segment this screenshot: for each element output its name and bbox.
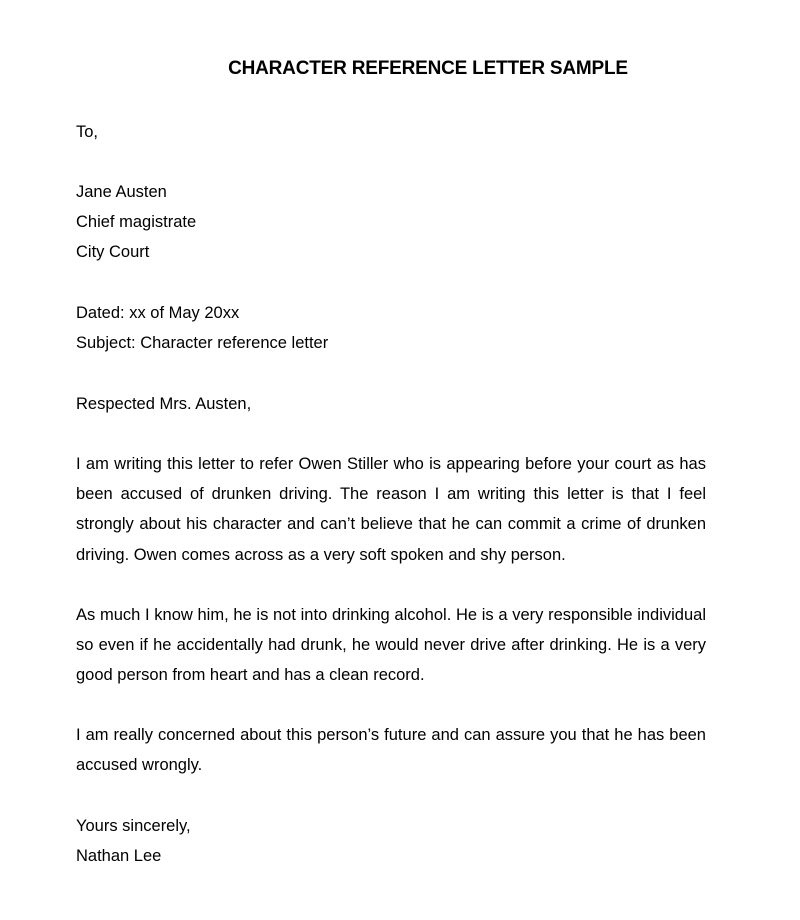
letter-title: CHARACTER REFERENCE LETTER SAMPLE — [228, 58, 628, 79]
date-line: Dated: xx of May 20xx — [76, 304, 240, 322]
subject-line: Subject: Character reference letter — [76, 334, 329, 353]
recipient-name: Jane Austen — [76, 183, 167, 201]
greeting — [76, 389, 706, 419]
body-paragraph-1: I am writing this letter to refer Owen Stiller who is appearing before your court as has been accused of drunken driving. The reason I am writing this letter is that I feel strongly about his character and can’t believe that he can commit a crime of drunken driving. Owen comes across as a very soft spoken and shy person. — [76, 455, 706, 564]
recipient-position: Chief magistrate — [76, 213, 197, 232]
letter-meta — [76, 298, 706, 358]
body-paragraph-2: As much I know him, he is not into drinking alcohol. He is a very responsible individual so even if he accidentally had drunk, he would never drive after drinking. He is a very good person from heart and has a clean record. — [76, 606, 706, 685]
body-paragraph-3: I am really concerned about this person’s future and can assure you that he has been accused wrongly. — [76, 726, 706, 775]
greeting-line: Respected Mrs. Austen, — [76, 395, 252, 413]
recipient-organization: City Court — [76, 243, 150, 262]
recipient-address — [76, 177, 706, 268]
closing-line: Yours sincerely, — [76, 817, 191, 835]
salutation-to — [76, 117, 706, 147]
closing-block — [76, 811, 706, 871]
signature-name: Nathan Lee — [76, 847, 162, 866]
to-line: To, — [76, 123, 99, 141]
